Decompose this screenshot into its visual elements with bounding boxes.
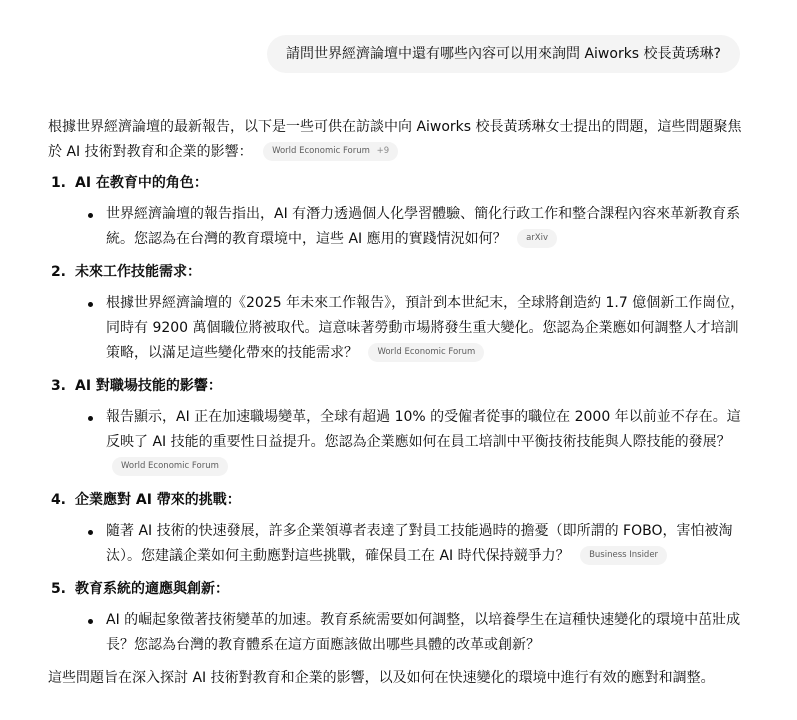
question-title: AI 對職場技能的影響： [75, 378, 222, 394]
question-number: 5. [50, 581, 66, 597]
source-more-count: +9 [376, 145, 390, 156]
response-intro-text: 根據世界經濟論壇的最新報告，以下是一些可供在訪談中向 Aiworks 校長黃琇琳女士提出的問題，這些問題聚焦於 AI 技術對教育和企業的影響： [48, 119, 742, 160]
response-intro [48, 115, 748, 165]
question-item [48, 260, 748, 366]
question-title: 教育系統的適應與創新： [75, 581, 229, 597]
question-details [48, 519, 748, 569]
question-detail [48, 405, 748, 480]
question-list [48, 171, 748, 658]
assistant-response [48, 115, 748, 691]
question-detail-text: 根據世界經濟論壇的《2025 年未來工作報告》，預計到本世紀末，全球將創造約 1.7 億個新工作崗位，同時有 9200 萬個職位將被取代。這意味著勞動市場將發生重大變化。您認為企業應如何調整人才培訓策略，以滿足這些變化帶來的技能需求？ [106, 295, 745, 361]
question-number: 4. [50, 492, 66, 508]
response-outro: 這些問題旨在深入探討 AI 技術對教育和企業的影響，以及如何在快速變化的環境中進行有效的應對和調整。 [48, 670, 715, 686]
question-heading [48, 171, 748, 196]
source-citation-chip[interactable]: World Economic Forum [368, 343, 484, 362]
question-details [48, 405, 748, 480]
user-message-row [267, 35, 740, 73]
question-item [48, 374, 748, 480]
question-number: 2. [50, 264, 66, 280]
source-citation-chip[interactable]: arXiv [517, 229, 557, 248]
question-heading [48, 374, 748, 399]
question-detail [48, 519, 748, 569]
question-heading [48, 577, 748, 602]
question-details [48, 202, 748, 252]
source-citation-chip[interactable]: Business Insider [580, 546, 667, 565]
question-item [48, 488, 748, 569]
source-label: World Economic Forum [272, 145, 370, 156]
source-citation-chip[interactable] [263, 142, 398, 161]
source-citation-chip[interactable]: World Economic Forum [112, 457, 228, 476]
question-detail [48, 202, 748, 252]
question-heading [48, 488, 748, 513]
question-details [48, 291, 748, 366]
question-detail-text: 世界經濟論壇的報告指出，AI 有潛力透過個人化學習體驗、簡化行政工作和整合課程內容來革新教育系統。您認為在台灣的教育環境中，這些 AI 應用的實踐情況如何？ [106, 206, 741, 247]
question-heading [48, 260, 748, 285]
question-number: 1. [50, 175, 66, 191]
question-title: 企業應對 AI 帶來的挑戰： [75, 492, 241, 508]
question-detail-text: AI 的崛起象徵著技術變革的加速。教育系統需要如何調整，以培養學生在這種快速變化的環境中茁壯成長？您認為台灣的教育體系在這方面應該做出哪些具體的改革或創新？ [106, 612, 741, 653]
question-detail [48, 608, 748, 658]
question-detail [48, 291, 748, 366]
question-detail-text: 隨著 AI 技術的快速發展，許多企業領導者表達了對員工技能過時的擔憂（即所謂的 FOBO，害怕被淘汰）。您建議企業如何主動應對這些挑戰，確保員工在 AI 時代保持競爭力？ [106, 523, 733, 564]
question-title: AI 在教育中的角色： [75, 175, 208, 191]
user-message-bubble: 請問世界經濟論壇中還有哪些內容可以用來詢問 Aiworks 校長黃琇琳? [267, 35, 740, 73]
question-title: 未來工作技能需求： [75, 264, 201, 280]
question-details [48, 608, 748, 658]
question-item [48, 577, 748, 658]
question-item [48, 171, 748, 252]
question-detail-text: 報告顯示，AI 正在加速職場變革，全球有超過 10% 的受僱者從事的職位在 2000 年以前並不存在。這反映了 AI 技能的重要性日益提升。您認為企業應如何在員工培訓中平衡技術技能與人際技能的發展？ [106, 409, 741, 450]
question-number: 3. [50, 378, 66, 394]
